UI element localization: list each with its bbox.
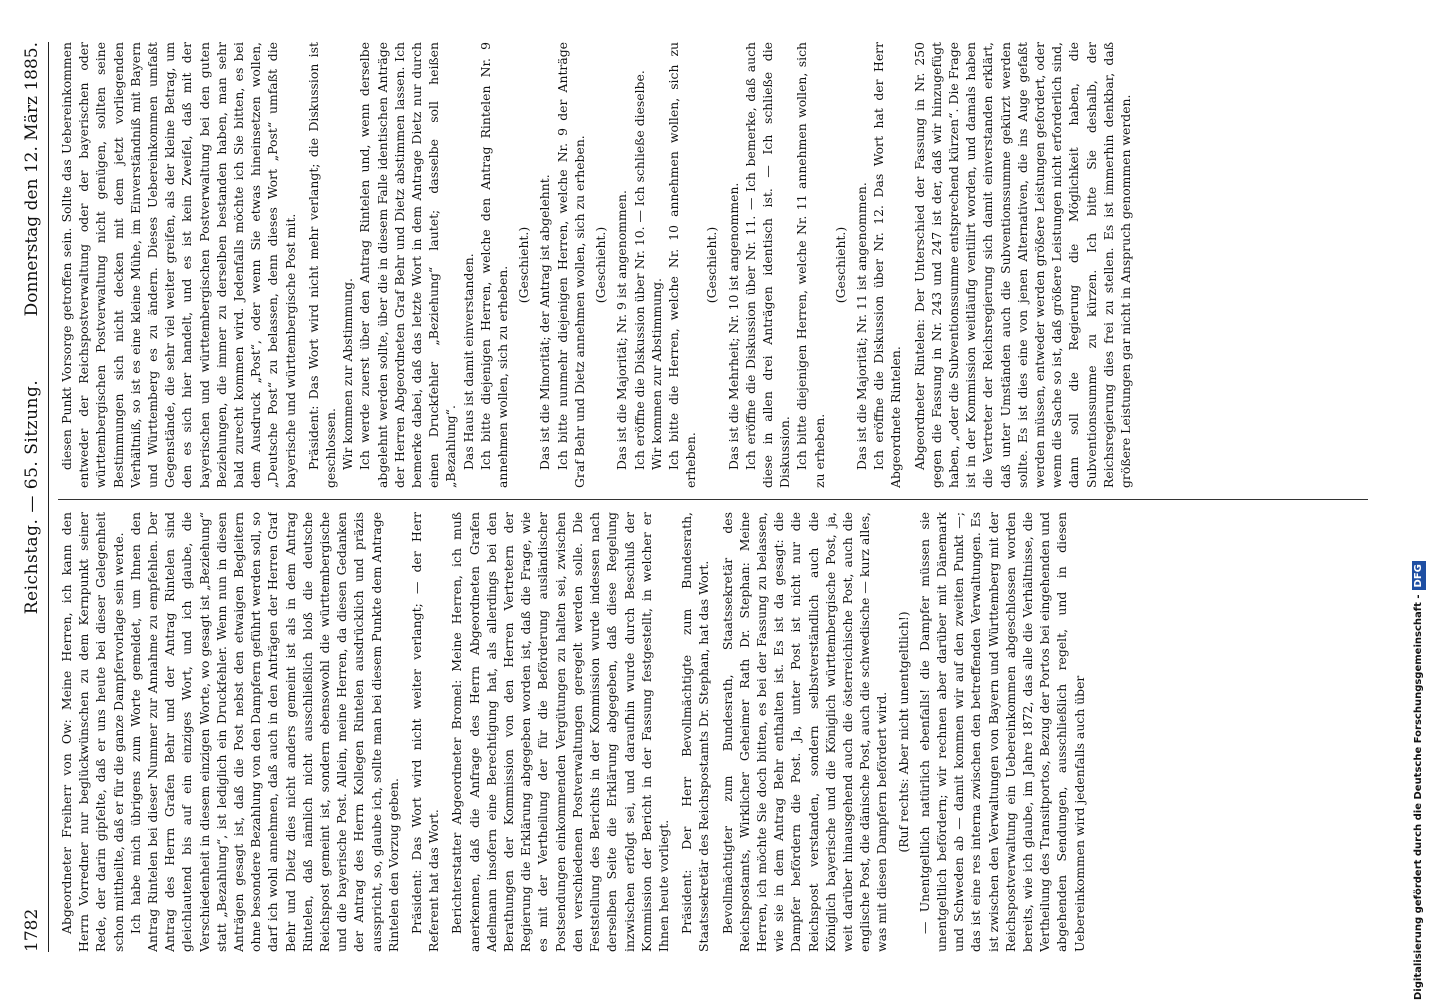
- paragraph: Abgeordneter Freiherr von Ow: Meine Herren, ich kann den Herrn Vorredner nur beglückwünschen zu dem Kernpunkt seiner Rede, der darin gipfelte, daß er uns heute bei dieser Gelegenheit schon mittheilte, daß er für die ganze Dampfervorlage sein werde.: [59, 512, 126, 952]
- paragraph: Wir kommen zur Abstimmung.: [340, 278, 356, 470]
- session-title: Reichstag. — 65. Sitzung.: [22, 379, 42, 615]
- session-date: Donnerstag den 12. März 1885.: [22, 42, 42, 317]
- paragraph: Ich bitte diejenigen Herren, welche Nr. 11 annehmen wollen, sich zu erheben.: [794, 42, 827, 488]
- left-column: [58, 512, 1368, 952]
- page-header: [22, 42, 49, 952]
- paragraph: Ich bitte nunmehr diejenigen Herren, welche Nr. 9 der Anträge Graf Behr und Dietz annehmen wollen, sich zu erheben.: [554, 42, 587, 488]
- paragraph: Bevollmächtigter zum Bundesrath, Staatssekretär des Reichspostamts, Wirklicher Geheimer Rath Dr. Stephan: Meine Herren, ich möchte Sie doch bitten, es bei der Fassung zu belassen, wie sie in dem Antrag Behr enthalten ist. Es ist da gesagt: die Dampfer befördern die Post. Ja, unter Post ist nicht nur die Reichspost verstanden, sondern selbstverständlich auch die Königlich bayerische und die Königlich württembergische Post, ja, weit darüber hinausgehend auch die österreichische Post, auch die englische Post, die dänische Post, auch die schwedische — kurz alles, was mit diesen Dampfern befördert wird.: [719, 512, 890, 952]
- column-divider: [58, 499, 1368, 500]
- stage-direction: (Geschieht.): [516, 226, 532, 304]
- paragraph: Ich bitte die Herren, welche Nr. 10 annehmen wollen, sich zu erheben.: [665, 42, 699, 488]
- paragraph: Präsident: Das Wort wird nicht mehr verlangt; die Diskussion ist geschlossen.: [305, 42, 339, 488]
- paragraph: Das Haus ist damit einverstanden.: [460, 253, 476, 470]
- paragraph: Präsident: Das Wort wird nicht weiter verlangt; — der Herr Referent hat das Wort.: [409, 512, 442, 952]
- digitization-credit: [1412, 440, 1426, 1000]
- page-number: 1782: [22, 908, 42, 952]
- paragraph: Das ist die Minorität; der Antrag ist abgelehnt.: [537, 174, 553, 470]
- paragraph: Ich eröffne die Diskussion über Nr. 10. — Ich schließe dieselbe.: [631, 70, 647, 470]
- paragraph: — Unentgeltlich natürlich ebenfalls! die Dampfer müssen sie unentgeltlich befördern; wir rechnen aber darüber mit Dänemark und Schweden ab — damit kommen wir auf den zweiten Punkt —; das ist eine res interna zwischen den betreffenden Verwaltungen. Es ist zwischen den Verwaltungen von Bayern und Württemberg mit der Reichspostverwaltung ein Uebereinkommen abgeschlossen worden bereits, wie ich glaube, im Jahre 1872, das alle die Verhältnisse, die Vertheilung des Transitportos, Bezug der Portos bei eingehenden und abgehenden Sendungen, ausschließlich regelt, und in diesen Uebereinkommen wird jedenfalls auch über: [916, 512, 1087, 952]
- stage-direction: (Geschieht.): [593, 226, 609, 304]
- paragraph: Wir kommen zur Abstimmung.: [648, 278, 664, 470]
- paragraph: Das ist die Majorität; Nr. 11 ist angenommen.: [853, 182, 869, 470]
- paragraph: Ich werde zuerst über den Antrag Rintelen und, wenn derselbe abgelehnt werden sollte, über die in diesem Falle identischen Anträge der Herren Abgeordneten Graf Behr und Dietz abstimmen lassen. Ich bemerke dabei, daß das letzte Wort in dem Antrage Dietz nur durch einen Druckfehler „Beziehung“ lautet; dasselbe soll heißen „Bezahlung“.: [357, 42, 459, 488]
- paragraph: Ich bitte diejenigen Herren, welche den Antrag Rintelen Nr. 9 annehmen wollen, sich zu erheben.: [477, 42, 511, 488]
- credit-text: Digitalisierung gefördert durch die Deutsche Forschungsgemeinschaft -: [1413, 594, 1424, 1000]
- paragraph: Ich eröffne die Diskussion über Nr. 12. Das Wort hat der Herr Abgeordnete Rintelen.: [871, 42, 904, 488]
- paragraph: Berichterstatter Abgeordneter Bromel: Meine Herren, ich muß anerkennen, daß die Anfrage des Herrn Abgeordneten Grafen Adelmann insofern eine Berechtigung hat, als allerdings bei den Berathungen der Kommission von den Herren Vertretern der Regierung die Erklärung abgegeben worden ist, daß die Frage, wie es mit der Vertheilung der für die Beförderung ausländischer Postsendungen einkommenden Vergütungen zu halten sei, zwischen den verschiedenen Postverwaltungen geregelt werden solle. Die Feststellung des Berichts in der Kommission wurde indessen nach derselben Seite die Erklärung abgegeben, daß diese Regelung inzwischen erfolgt sei, und daraufhin wurde durch Beschluß der Kommission der Bericht in der Fassung festgestellt, in welcher er Ihnen heute vorliegt.: [449, 512, 671, 952]
- interjection: (Ruf rechts: Aber nicht unentgeltlich!): [895, 611, 911, 853]
- stage-direction: (Geschieht.): [832, 226, 848, 304]
- dfg-badge: DFG: [1412, 561, 1426, 590]
- paragraph: Ich habe mich übrigens zum Worte gemeldet, um Ihnen den Antrag Rintelen bei dieser Nummer zur Annahme zu empfehlen. Der Antrag des Herrn Grafen Behr und der Antrag Rintelen sind gleichlautend bis auf ein einziges Wort, und ich glaube, die Verschiedenheit in diesem einzigen Worte, wo gesagt ist „Beziehung“ statt „Bezahlung“, ist lediglich ein Druckfehler. Wenn nun in diesen Anträgen gesagt ist, daß die Post nebst den etwaigen Begleitern ohne besondere Bezahlung von den Dampfern geführt werden soll, so darf ich wohl annehmen, daß auch in den Anträgen der Herren Graf Behr und Dietz dies nicht anders gemeint ist als in dem Antrag Rintelen, daß nämlich nicht ausschließlich bloß die deutsche Reichspost gemeint ist, sondern ebensowohl die württembergische und die bayerische Post. Allein, meine Herren, da diesen Gedanken der Antrag des Herrn Kollegen Rintelen ausdrücklich und präzis ausspricht, so, glaube ich, sollte man bei diesem Punkte dem Antrage Rintelen den Vorzug geben.: [127, 512, 401, 952]
- paragraph: Abgeordneter Rintelen: Der Unterschied der Fassung in Nr. 250 gegen die Fassung in Nr. 243 und 247 ist der, daß wir hinzugefügt haben, „oder die Subventionssumme entsprechend kürzen“. Die Frage ist in der Kommission weitläufig ventilirt worden, und damals haben die Vertreter der Reichsregierung sich damit einverstanden erklärt, daß unter Umständen auch die Subventionssumme gekürzt werden sollte. Es ist dies eine von jenen Alternativen, die ins Auge gefaßt werden müssen, entweder werden größere Leistungen gefordert, oder wenn die Sache so ist, daß größere Leistungen nicht erforderlich sind, dann soll die Regierung die Möglichkeit haben, die Subventionssumme zu kürzen. Ich bitte Sie deshalb, der Reichsregierung dies frei zu stellen. Es ist immerhin denkbar, daß größere Leistungen gar nicht in Anspruch genommen werden.: [911, 42, 1133, 488]
- paragraph: Das ist die Majorität; Nr. 9 ist angenommen.: [614, 190, 630, 470]
- paragraph: Ich eröffne die Diskussion über Nr. 11. — Ich bemerke, daß auch diese in allen drei Anträgen identisch ist. — Ich schließe die Diskussion.: [742, 42, 793, 488]
- paragraph: Das ist die Mehrheit; Nr. 10 ist angenommen.: [725, 182, 741, 470]
- paragraph: Präsident: Der Herr Bevollmächtigte zum Bundesrath, Staatssekretär des Reichspostamts Dr. Stephan, hat das Wort.: [679, 512, 712, 952]
- right-column: [58, 42, 1368, 488]
- paragraph: diesen Punkt Vorsorge getroffen sein. Sollte das Uebereinkommen entweder der Reichspostverwaltung oder der bayerischen oder württembergischen Postverwaltung nicht genügen, sollten seine Bestimmungen sich nicht decken mit dem jetzt vorliegenden Verhältniß, so ist es eine kleine Mühe, im Einverständniß mit Bayern und Württemberg es zu ändern. Dieses Uebereinkommen umfaßt Gegenstände, die sehr viel weiter greifen, als der kleine Betrag, um den es sich hier handelt, und es ist kein Zweifel, daß mit der bayerischen und württembergischen Postverwaltung bei den guten Beziehungen, die immer zu derselben bestanden haben, man sehr bald zurecht kommen wird. Jedenfalls möchte ich Sie bitten, es bei dem Ausdruck „Post“, oder wenn Sie etwas hineinsetzen wollen, „Deutsche Post“ zu belassen, denn dieses Wort „Post“ umfaßt die bayerische und württembergische Post mit.: [59, 42, 298, 488]
- stage-direction: (Geschieht.): [704, 226, 720, 304]
